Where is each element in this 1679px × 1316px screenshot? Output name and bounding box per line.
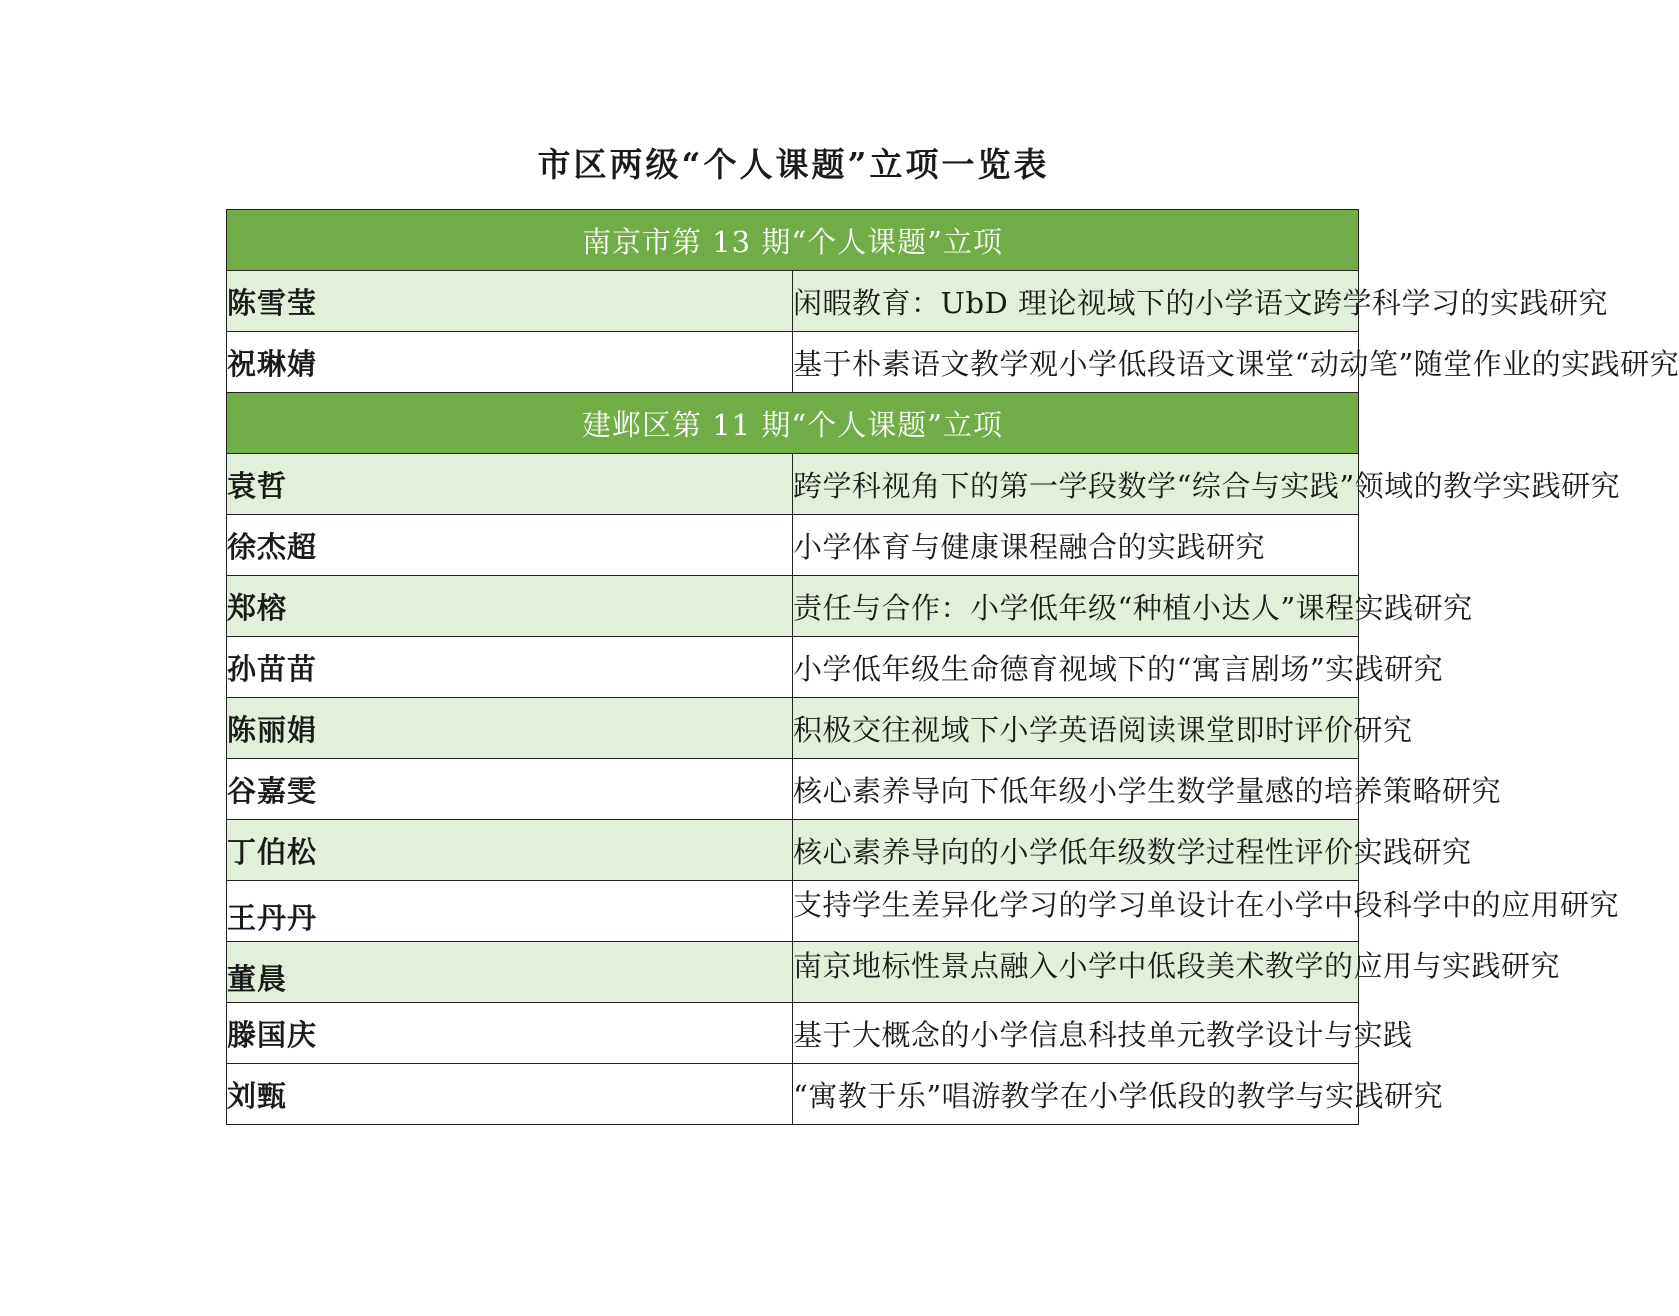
topic-title: 核心素养导向下低年级小学生数学量感的培养策略研究: [793, 759, 1359, 820]
topic-title: 闲暇教育：UbD 理论视域下的小学语文跨学科学习的实践研究: [793, 271, 1359, 332]
teacher-name: 丁伯松: [227, 820, 793, 881]
teacher-name: 郑榕: [227, 576, 793, 637]
table-row: [227, 454, 1359, 515]
topic-title: 核心素养导向的小学低年级数学过程性评价实践研究: [793, 820, 1359, 881]
table-row: [227, 1064, 1359, 1125]
teacher-name: 徐杰超: [227, 515, 793, 576]
table-row: [227, 698, 1359, 759]
table-row: [227, 332, 1359, 393]
teacher-name: 滕国庆: [227, 1003, 793, 1064]
topic-title: 基于朴素语文教学观小学低段语文课堂“动动笔”随堂作业的实践研究: [793, 332, 1359, 393]
section-header-row: [227, 393, 1359, 454]
topic-title: 跨学科视角下的第一学段数学“综合与实践”领域的教学实践研究: [793, 454, 1359, 515]
topic-title: 支持学生差异化学习的学习单设计在小学中段科学中的应用研究: [793, 881, 1359, 942]
teacher-name: 王丹丹: [227, 881, 793, 942]
topic-title: “寓教于乐”唱游教学在小学低段的教学与实践研究: [793, 1064, 1359, 1125]
table-row: [227, 759, 1359, 820]
teacher-name: 陈丽娟: [227, 698, 793, 759]
section-header-nanjing: 南京市第 13 期“个人课题”立项: [227, 210, 1359, 271]
table-row: [227, 515, 1359, 576]
topic-title: 积极交往视域下小学英语阅读课堂即时评价研究: [793, 698, 1359, 759]
table-row: [227, 637, 1359, 698]
section-header-row: [227, 210, 1359, 271]
topic-title: 基于大概念的小学信息科技单元教学设计与实践: [793, 1003, 1359, 1064]
table-row: [227, 1003, 1359, 1064]
teacher-name: 刘甄: [227, 1064, 793, 1125]
teacher-name: 袁哲: [227, 454, 793, 515]
topic-title: 小学体育与健康课程融合的实践研究: [793, 515, 1359, 576]
table-row: [227, 881, 1359, 942]
topic-title: 南京地标性景点融入小学中低段美术教学的应用与实践研究: [793, 942, 1359, 1003]
table-row: [227, 820, 1359, 881]
teacher-name: 祝琳婧: [227, 332, 793, 393]
table-row: [227, 942, 1359, 1003]
teacher-name: 董晨: [227, 942, 793, 1003]
teacher-name: 陈雪莹: [227, 271, 793, 332]
topic-title: 责任与合作：小学低年级“种植小达人”课程实践研究: [793, 576, 1359, 637]
table-row: [227, 271, 1359, 332]
section-header-jianye: 建邺区第 11 期“个人课题”立项: [227, 393, 1359, 454]
teacher-name: 谷嘉雯: [227, 759, 793, 820]
page-title: 市区两级“个人课题”立项一览表: [537, 145, 1050, 184]
teacher-name: 孙苗苗: [227, 637, 793, 698]
table-row: [227, 576, 1359, 637]
topic-title: 小学低年级生命德育视域下的“寓言剧场”实践研究: [793, 637, 1359, 698]
topics-table: [226, 209, 1679, 1125]
